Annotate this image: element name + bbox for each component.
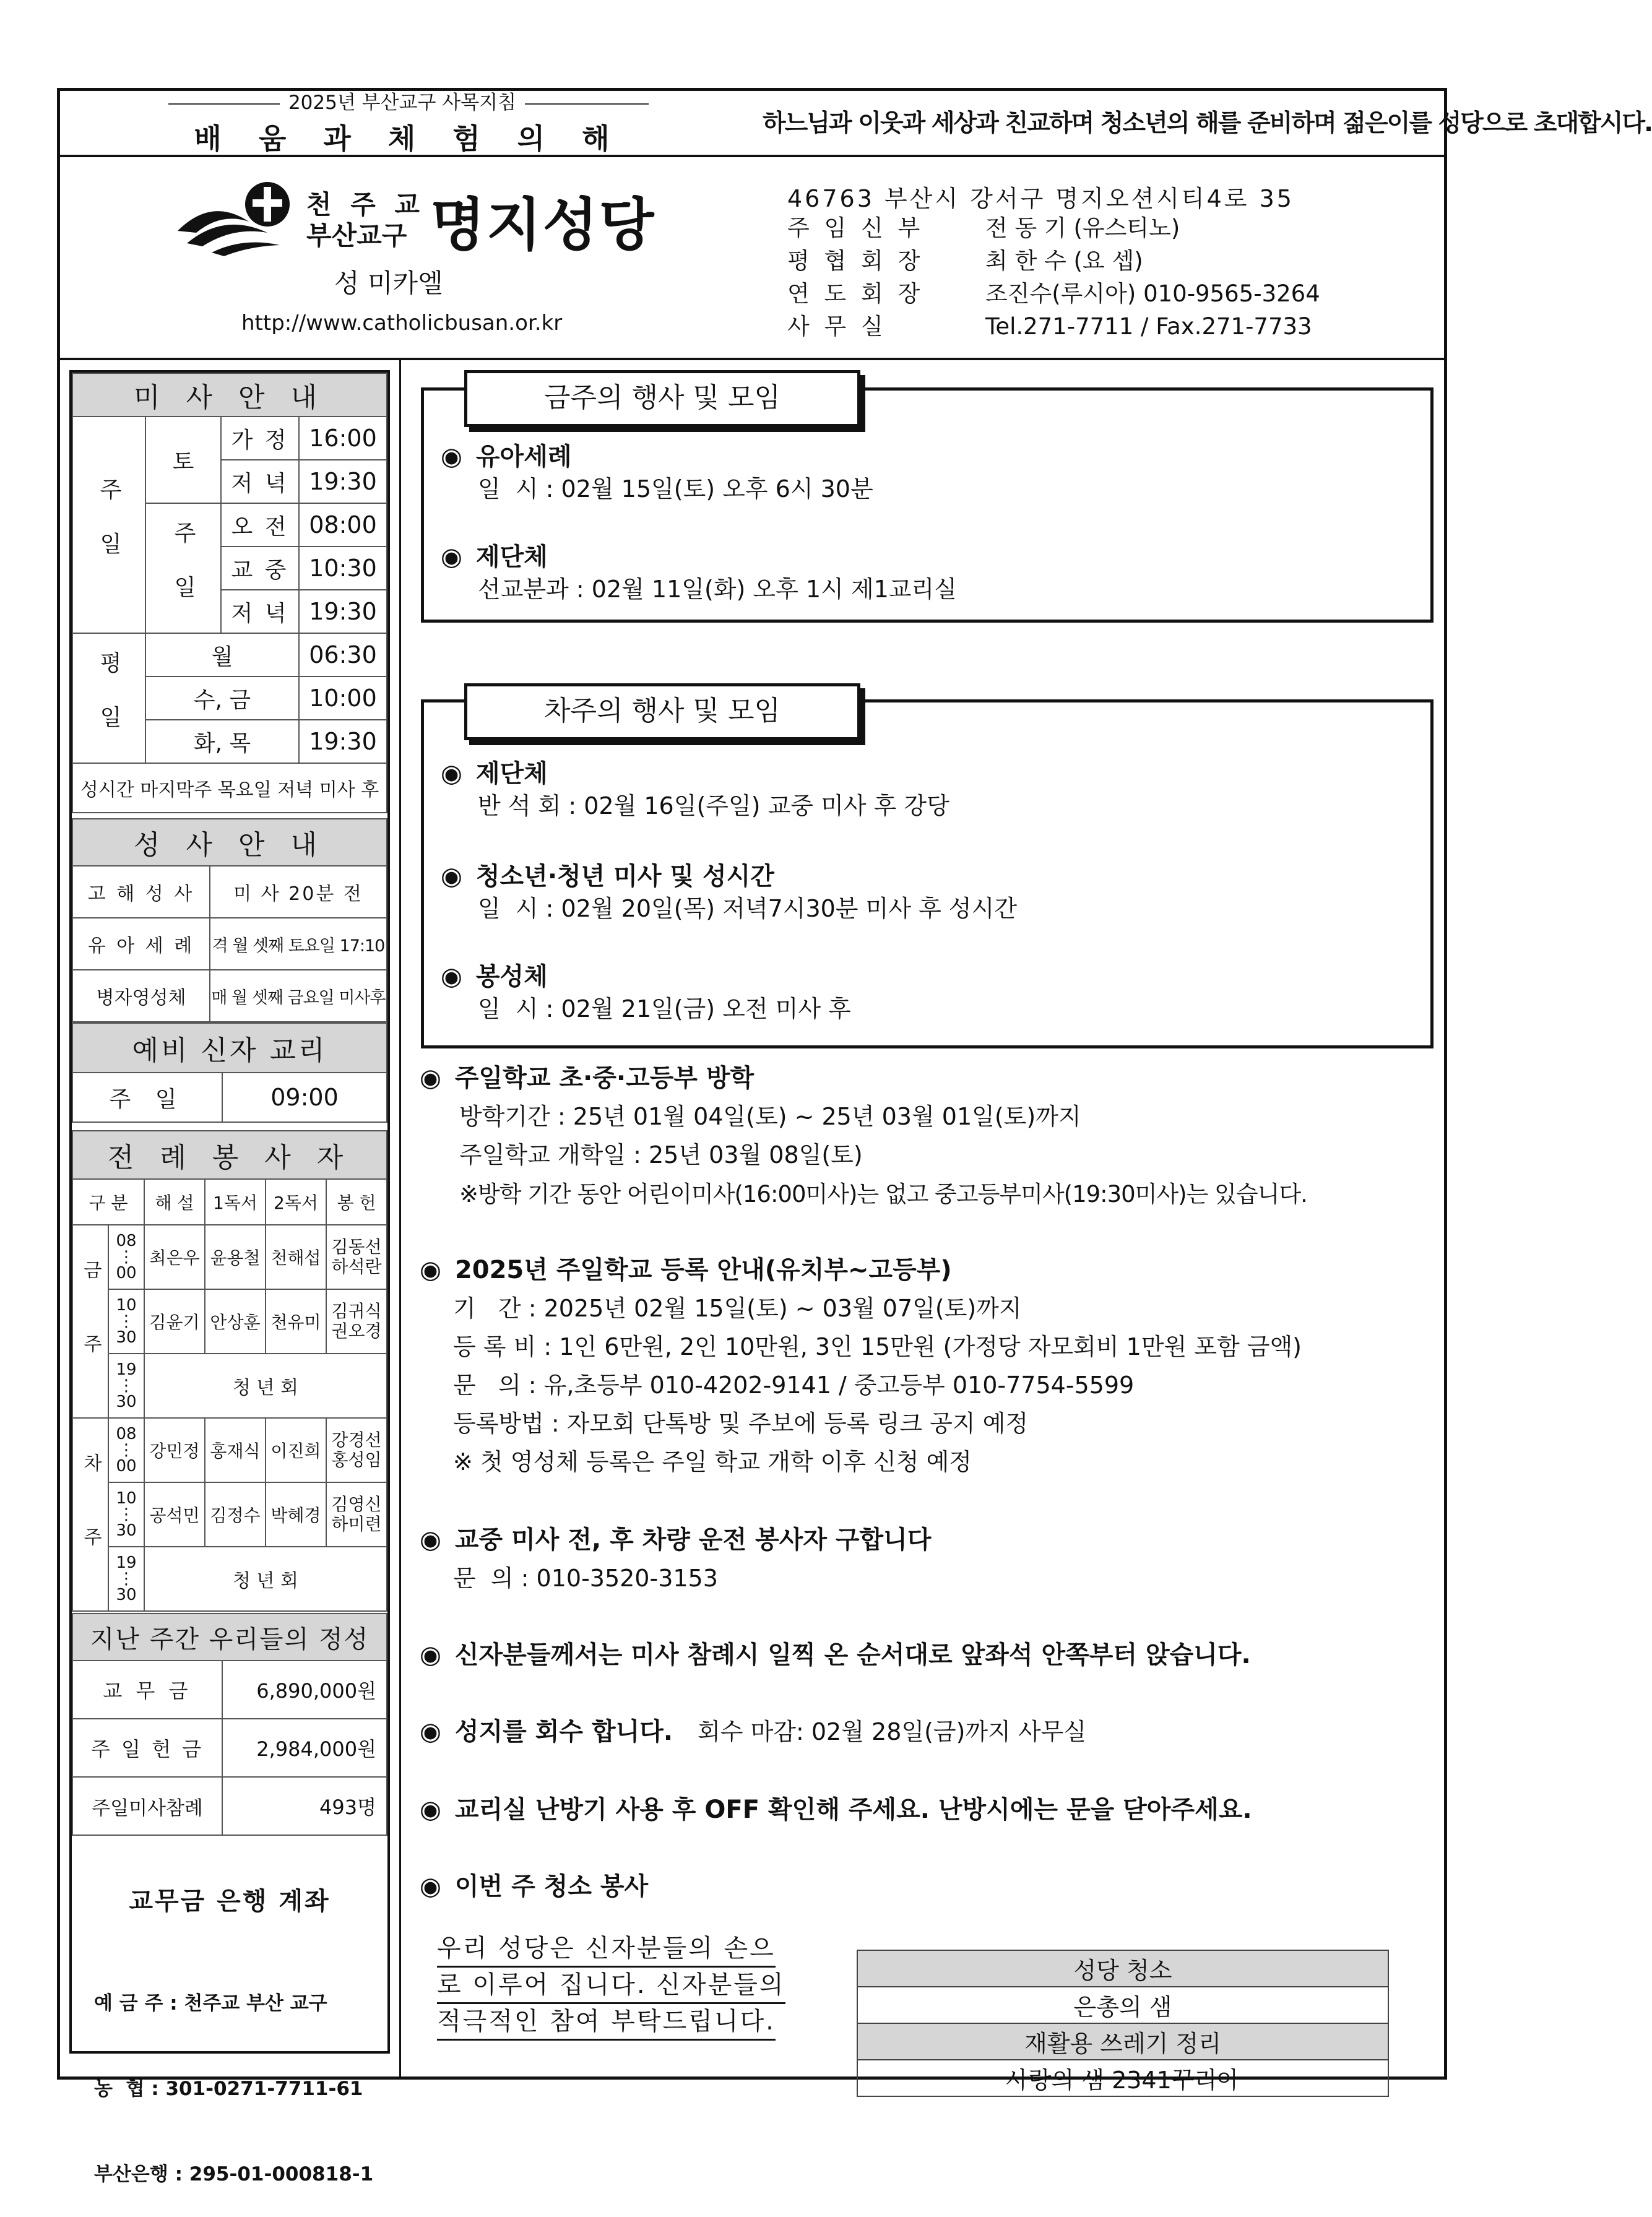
catechumen-time: 09:00: [222, 1073, 387, 1122]
server-name: 김영신 하미련: [326, 1482, 387, 1547]
time-cell: 10 ⋮ 30: [108, 1289, 144, 1354]
offering-table: [72, 1613, 387, 1836]
servers-header: 2독서: [266, 1179, 326, 1225]
slogan: 하느님과 이웃과 세상과 친교하며 청소년의 해를 준비하며 젊은이를 성당으로 초대합시다.: [763, 110, 1652, 137]
server-name: 공석민: [144, 1482, 205, 1547]
info-row: 연 도 회 장 조진수(루시아) 010-9565-3264: [787, 280, 1320, 307]
sacrament-value: 미 사 20분 전: [210, 866, 387, 918]
bank-line: 부산은행 : 295-01-000818-1: [94, 2163, 374, 2185]
logo-line2: 부산교구: [306, 220, 407, 251]
servers-header: 봉 헌: [326, 1179, 387, 1225]
next-week-label: 차 주: [72, 1418, 108, 1611]
sunday-sub-label: 주 일: [145, 503, 221, 633]
message-line: 로 이루어 집니다. 신자분들의: [437, 1968, 785, 2004]
info-row: 주 임 신 부 전 동 기 (유스티노): [787, 215, 1180, 241]
notice-cleaning: ◉ 이번 주 청소 봉사: [420, 1870, 648, 1903]
offering-value: 6,890,000원: [222, 1661, 387, 1719]
cleaning-cell: 은총의 샘: [857, 1987, 1388, 2023]
next-week-title: 차주의 행사 및 모임: [464, 683, 860, 740]
notice-line: 방학기간 : 25년 01월 04일(토) ~ 25년 03월 01일(토)까지: [459, 1103, 1081, 1130]
sacrament-name: 병자영성체: [72, 970, 210, 1022]
time-cell: 19 ⋮ 30: [108, 1354, 144, 1418]
mass-time: 10:00: [299, 676, 387, 720]
info-block: [787, 212, 1320, 343]
mass-name: 월: [145, 633, 299, 676]
servers-header: 구 분: [72, 1179, 144, 1225]
notice-line: 등록방법 : 자모회 단톡방 및 주보에 등록 링크 공지 예정: [453, 1410, 1029, 1437]
youth-group: 청 년 회: [144, 1354, 387, 1418]
address: 46763 부산시 강서구 명지오션시티4로 35: [787, 185, 1294, 212]
this-week-title: 금주의 행사 및 모임: [464, 370, 860, 427]
sacrament-value: 격 월 셋째 토요일 17:10: [210, 918, 387, 970]
mass-time: 19:30: [299, 460, 387, 503]
mass-time: 10:30: [299, 547, 387, 590]
server-name: 강경선 홍성임: [326, 1418, 387, 1482]
notice-line: 등 록 비 : 1인 6만원, 2인 10만원, 3인 15만원 (가정당 자모회비 1만원 포함 금액): [453, 1333, 1302, 1360]
website-link[interactable]: http://www.catholicbusan.or.kr: [241, 311, 563, 335]
server-name: 김윤기: [144, 1289, 205, 1354]
notice-school-break: ◉ 주일학교 초·중·고등부 방학: [420, 1062, 754, 1094]
time-cell: 19 ⋮ 30: [108, 1547, 144, 1611]
cleaning-cell: 성당 청소: [857, 1950, 1388, 1987]
event-detail: 반 석 회 : 02월 16일(주일) 교중 미사 후 강당: [478, 792, 949, 819]
mass-name: 오 전: [221, 503, 299, 547]
cleaning-message: [437, 1931, 785, 2041]
patron-saint: 성 미카엘: [334, 268, 443, 298]
mass-time: 08:00: [299, 503, 387, 547]
mass-time: 19:30: [299, 720, 387, 763]
offering-name: 주 일 헌 금: [72, 1719, 222, 1777]
catechumen-table: [72, 1022, 387, 1123]
event-detail: 일 시 : 02월 20일(목) 저녁7시30분 미사 후 성시간: [478, 895, 1018, 922]
notice-driver: ◉ 교중 미사 전, 후 차량 운전 봉사자 구합니다: [420, 1524, 931, 1556]
bank-details: [94, 1932, 373, 2217]
servers-title: 전 례 봉 사 자: [72, 1131, 387, 1179]
server-name: 홍재식: [205, 1418, 266, 1482]
info-row: 평 협 회 장 최 한 수 (요 셉): [787, 248, 1143, 274]
mass-table: [72, 373, 387, 813]
notice-registration: ◉ 2025년 주일학교 등록 안내(유치부~고등부): [420, 1254, 952, 1286]
offering-value: 2,984,000원: [222, 1719, 387, 1777]
notice-line: 주일학교 개학일 : 25년 03월 08일(토): [459, 1141, 863, 1169]
offering-name: 교 무 금: [72, 1661, 222, 1719]
column-divider: [399, 358, 401, 2080]
servers-header: 1독서: [205, 1179, 266, 1225]
sacrament-name: 고 해 성 사: [72, 866, 210, 918]
offering-value: 493명: [222, 1777, 387, 1835]
servers-header: 해 설: [144, 1179, 205, 1225]
notice-line: 문 의 : 010-3520-3153: [453, 1565, 718, 1592]
divider: [57, 358, 1447, 360]
mass-name: 저 녁: [221, 460, 299, 503]
cleaning-cell: 재활용 쓰레기 정리: [857, 2023, 1388, 2060]
mass-time: 16:00: [299, 417, 387, 460]
info-row: 사 무 실 Tel.271-7711 / Fax.271-7733: [787, 313, 1312, 340]
weekday-label: 평 일: [72, 633, 145, 763]
server-name: 이진희: [266, 1418, 326, 1482]
event-detail: 선교분과 : 02월 11일(화) 오후 1시 제1교리실: [478, 576, 957, 603]
server-name: 김동선 하석란: [326, 1225, 387, 1289]
this-week-label: 금 주: [72, 1225, 108, 1418]
event-item: ◉ 봉성체: [441, 961, 548, 993]
event-item: ◉ 제단체: [441, 541, 548, 573]
logo-line1: 천 주 교: [306, 189, 425, 220]
bank-line: 예 금 주 : 천주교 부산 교구: [94, 1992, 327, 2015]
saturday-label: 토: [145, 417, 221, 503]
server-name: 김귀식 권오경: [326, 1289, 387, 1354]
mass-name: 가 정: [221, 417, 299, 460]
server-name: 김정수: [205, 1482, 266, 1547]
sacrament-name: 유 아 세 례: [72, 918, 210, 970]
time-cell: 08 ⋮ 00: [108, 1418, 144, 1482]
mass-name: 수, 금: [145, 676, 299, 720]
server-name: 강민정: [144, 1418, 205, 1482]
mass-title: 미 사 안 내: [72, 373, 387, 417]
notice-line: 문 의 : 유,초등부 010-4202-9141 / 중고등부 010-7754-5599: [453, 1372, 1135, 1399]
catechumen-day: 주 일: [72, 1073, 222, 1122]
sacrament-table: [72, 818, 387, 1022]
server-name: 최은우: [144, 1225, 205, 1289]
bank-title: 교무금 은행 계좌: [129, 1887, 331, 1916]
time-cell: 08 ⋮ 00: [108, 1225, 144, 1289]
server-name: 안상훈: [205, 1289, 266, 1354]
motto-small: 2025년 부산교구 사목지침: [149, 90, 668, 115]
mass-time: 19:30: [299, 590, 387, 633]
notice-line: 기 간 : 2025년 02월 15일(토) ~ 03월 07일(토)까지: [453, 1295, 1022, 1322]
servers-table: [72, 1130, 387, 1612]
cleaning-cell: 사랑의 샘 2341꾸리아: [857, 2060, 1388, 2096]
cleaning-table: [857, 1950, 1389, 2097]
offering-title: 지난 주간 우리들의 정성: [72, 1614, 387, 1661]
catechumen-title: 예비 신자 교리: [72, 1023, 387, 1073]
server-name: 박혜경: [266, 1482, 326, 1547]
event-detail: 일 시 : 02월 15일(토) 오후 6시 30분: [478, 475, 873, 503]
notice-heater: ◉ 교리실 난방기 사용 후 OFF 확인해 주세요. 난방시에는 문을 닫아주세요.: [420, 1794, 1252, 1826]
message-line: 적극적인 참여 부탁드립니다.: [437, 2004, 776, 2041]
sacrament-value: 매 월 셋째 금요일 미사후: [210, 970, 387, 1022]
event-detail: 일 시 : 02월 21일(금) 오전 미사 후: [478, 995, 851, 1022]
sacrament-title: 성 사 안 내: [72, 819, 387, 866]
notice-seating: ◉ 신자분들께서는 미사 참례시 일찍 온 순서대로 앞좌석 안쪽부터 앉습니다.: [420, 1639, 1251, 1671]
message-line: 우리 성당은 신자분들의 손으: [437, 1931, 776, 1968]
event-item: ◉ 제단체: [441, 758, 548, 790]
parish-logo-icon: [175, 178, 298, 259]
mass-name: 교 중: [221, 547, 299, 590]
bank-line: 농 협 : 301-0271-7711-61: [94, 2078, 363, 2100]
sunday-label: 주 일: [72, 417, 145, 633]
youth-group: 청 년 회: [144, 1547, 387, 1611]
notice-line: ※방학 기간 동안 어린이미사(16:00미사)는 없고 중고등부미사(19:30미사)는 있습니다.: [459, 1181, 1307, 1208]
notice-line: ※ 첫 영성체 등록은 주일 학교 개학 이후 신청 예정: [453, 1448, 972, 1476]
server-name: 천해섭: [266, 1225, 326, 1289]
motto-title: 배 움 과 체 험 의 해: [194, 122, 623, 155]
server-name: 천유미: [266, 1289, 326, 1354]
server-name: 윤용철: [205, 1225, 266, 1289]
event-item: ◉ 청소년·청년 미사 및 성시간: [441, 860, 774, 892]
mass-name: 화, 목: [145, 720, 299, 763]
mass-note: 성시간 마지막주 목요일 저녁 미사 후: [72, 763, 387, 813]
mass-name: 저 녁: [221, 590, 299, 633]
parish-name: 명지성당: [430, 192, 655, 258]
offering-name: 주일미사참례: [72, 1777, 222, 1835]
notice-holy-water: ◉ 성지를 회수 합니다. 회수 마감: 02월 28일(금)까지 사무실: [420, 1716, 1086, 1748]
event-item: ◉ 유아세례: [441, 441, 571, 473]
mass-time: 06:30: [299, 633, 387, 676]
time-cell: 10 ⋮ 30: [108, 1482, 144, 1547]
